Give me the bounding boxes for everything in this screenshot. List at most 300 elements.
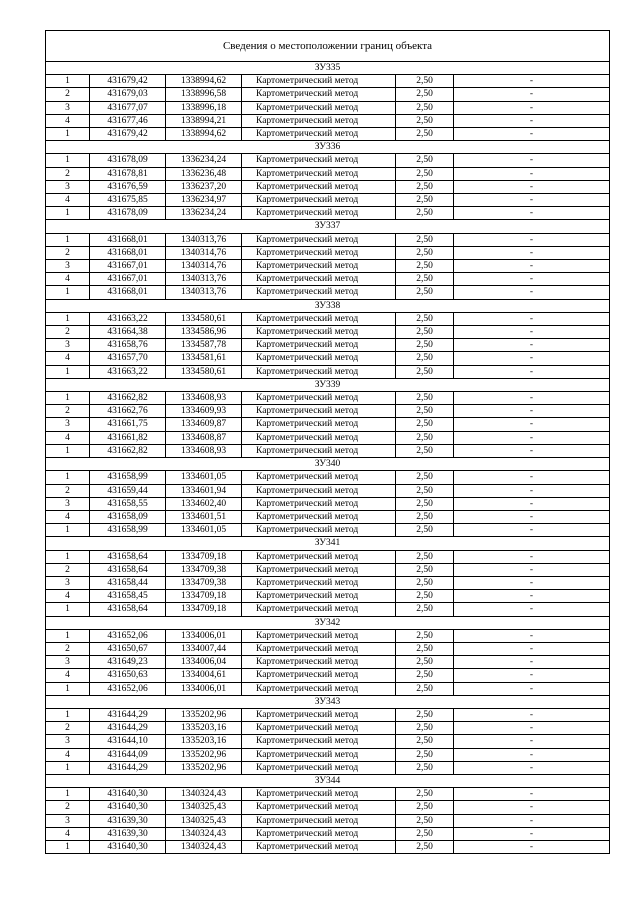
coord-y-cell: 1334601,51 — [166, 510, 242, 523]
note-cell: - — [454, 339, 610, 352]
coord-y-cell: 1340313,76 — [166, 286, 242, 299]
coord-y-cell: 1340324,43 — [166, 788, 242, 801]
accuracy-cell: 2,50 — [396, 101, 454, 114]
table-row — [46, 642, 610, 655]
note-cell: - — [454, 444, 610, 457]
coord-x-cell: 431678,09 — [90, 207, 166, 220]
point-number-cell: 1 — [46, 154, 90, 167]
accuracy-cell: 2,50 — [396, 392, 454, 405]
method-cell: Картометрический метод — [242, 563, 396, 576]
group-name: ЗУ343 — [46, 695, 610, 708]
coord-y-cell: 1340314,76 — [166, 260, 242, 273]
point-number-cell: 1 — [46, 840, 90, 853]
coord-x-cell: 431659,44 — [90, 484, 166, 497]
coord-y-cell: 1334580,61 — [166, 365, 242, 378]
point-number-cell: 1 — [46, 788, 90, 801]
accuracy-cell: 2,50 — [396, 154, 454, 167]
point-number-cell: 1 — [46, 761, 90, 774]
coord-y-cell: 1336236,48 — [166, 167, 242, 180]
coord-x-cell: 431640,30 — [90, 801, 166, 814]
note-cell: - — [454, 207, 610, 220]
point-number-cell: 1 — [46, 233, 90, 246]
note-cell: - — [454, 840, 610, 853]
coord-y-cell: 1340313,76 — [166, 273, 242, 286]
coord-x-cell: 431668,01 — [90, 233, 166, 246]
method-cell: Картометрический метод — [242, 510, 396, 523]
note-cell: - — [454, 233, 610, 246]
note-cell: - — [454, 722, 610, 735]
coord-x-cell: 431662,82 — [90, 444, 166, 457]
group-header-row — [46, 62, 610, 75]
coord-x-cell: 431658,99 — [90, 471, 166, 484]
point-number-cell: 1 — [46, 128, 90, 141]
table-row — [46, 312, 610, 325]
point-number-cell: 1 — [46, 629, 90, 642]
coord-x-cell: 431650,67 — [90, 642, 166, 655]
accuracy-cell: 2,50 — [396, 128, 454, 141]
point-number-cell: 2 — [46, 801, 90, 814]
coord-y-cell: 1334709,38 — [166, 576, 242, 589]
point-number-cell: 3 — [46, 260, 90, 273]
coord-x-cell: 431640,30 — [90, 840, 166, 853]
coord-x-cell: 431679,42 — [90, 75, 166, 88]
coord-x-cell: 431644,09 — [90, 748, 166, 761]
table-row — [46, 431, 610, 444]
coord-x-cell: 431658,64 — [90, 563, 166, 576]
boundary-table — [45, 30, 610, 854]
accuracy-cell: 2,50 — [396, 682, 454, 695]
coord-x-cell: 431650,63 — [90, 669, 166, 682]
method-cell: Картометрический метод — [242, 497, 396, 510]
table-row — [46, 656, 610, 669]
table-row — [46, 75, 610, 88]
accuracy-cell: 2,50 — [396, 326, 454, 339]
coord-x-cell: 431675,85 — [90, 194, 166, 207]
table-row — [46, 260, 610, 273]
accuracy-cell: 2,50 — [396, 761, 454, 774]
note-cell: - — [454, 180, 610, 193]
point-number-cell: 3 — [46, 656, 90, 669]
coord-y-cell: 1335202,96 — [166, 761, 242, 774]
note-cell: - — [454, 128, 610, 141]
point-number-cell: 1 — [46, 550, 90, 563]
point-number-cell: 2 — [46, 642, 90, 655]
accuracy-cell: 2,50 — [396, 418, 454, 431]
method-cell: Картометрический метод — [242, 682, 396, 695]
accuracy-cell: 2,50 — [396, 180, 454, 193]
accuracy-cell: 2,50 — [396, 194, 454, 207]
note-cell: - — [454, 590, 610, 603]
table-row — [46, 761, 610, 774]
coord-y-cell: 1334601,94 — [166, 484, 242, 497]
method-cell: Картометрический метод — [242, 114, 396, 127]
coord-x-cell: 431658,45 — [90, 590, 166, 603]
note-cell: - — [454, 603, 610, 616]
method-cell: Картометрический метод — [242, 444, 396, 457]
accuracy-cell: 2,50 — [396, 405, 454, 418]
coord-x-cell: 431667,01 — [90, 273, 166, 286]
page-title: Сведения о местоположении границ объекта — [46, 31, 610, 62]
coord-y-cell: 1340324,43 — [166, 840, 242, 853]
group-name: ЗУ344 — [46, 774, 610, 787]
table-row — [46, 194, 610, 207]
point-number-cell: 1 — [46, 207, 90, 220]
method-cell: Картометрический метод — [242, 154, 396, 167]
accuracy-cell: 2,50 — [396, 88, 454, 101]
method-cell: Картометрический метод — [242, 761, 396, 774]
table-row — [46, 365, 610, 378]
accuracy-cell: 2,50 — [396, 642, 454, 655]
accuracy-cell: 2,50 — [396, 827, 454, 840]
method-cell: Картометрический метод — [242, 207, 396, 220]
group-name: ЗУ335 — [46, 62, 610, 75]
table-row — [46, 418, 610, 431]
accuracy-cell: 2,50 — [396, 722, 454, 735]
method-cell: Картометрический метод — [242, 484, 396, 497]
method-cell: Картометрический метод — [242, 273, 396, 286]
coord-y-cell: 1334006,01 — [166, 682, 242, 695]
point-number-cell: 2 — [46, 246, 90, 259]
point-number-cell: 4 — [46, 352, 90, 365]
group-name: ЗУ340 — [46, 458, 610, 471]
coord-y-cell: 1334587,78 — [166, 339, 242, 352]
accuracy-cell: 2,50 — [396, 339, 454, 352]
method-cell: Картометрический метод — [242, 180, 396, 193]
table-row — [46, 471, 610, 484]
point-number-cell: 2 — [46, 484, 90, 497]
note-cell: - — [454, 656, 610, 669]
accuracy-cell: 2,50 — [396, 233, 454, 246]
accuracy-cell: 2,50 — [396, 497, 454, 510]
note-cell: - — [454, 682, 610, 695]
accuracy-cell: 2,50 — [396, 246, 454, 259]
note-cell: - — [454, 748, 610, 761]
group-name: ЗУ339 — [46, 378, 610, 391]
method-cell: Картометрический метод — [242, 735, 396, 748]
coord-x-cell: 431678,81 — [90, 167, 166, 180]
note-cell: - — [454, 431, 610, 444]
coord-x-cell: 431644,29 — [90, 761, 166, 774]
coord-y-cell: 1338994,21 — [166, 114, 242, 127]
table-row — [46, 603, 610, 616]
note-cell: - — [454, 114, 610, 127]
point-number-cell: 3 — [46, 180, 90, 193]
group-header-row — [46, 378, 610, 391]
coord-x-cell: 431649,23 — [90, 656, 166, 669]
table-row — [46, 286, 610, 299]
table-row — [46, 233, 610, 246]
coord-x-cell: 431658,09 — [90, 510, 166, 523]
coord-y-cell: 1340325,43 — [166, 814, 242, 827]
note-cell: - — [454, 788, 610, 801]
coord-x-cell: 431679,42 — [90, 128, 166, 141]
table-row — [46, 708, 610, 721]
group-name: ЗУ337 — [46, 220, 610, 233]
method-cell: Картометрический метод — [242, 629, 396, 642]
note-cell: - — [454, 392, 610, 405]
method-cell: Картометрический метод — [242, 365, 396, 378]
coord-y-cell: 1336234,24 — [166, 207, 242, 220]
method-cell: Картометрический метод — [242, 246, 396, 259]
note-cell: - — [454, 365, 610, 378]
coord-x-cell: 431644,29 — [90, 708, 166, 721]
note-cell: - — [454, 801, 610, 814]
point-number-cell: 3 — [46, 576, 90, 589]
coord-y-cell: 1334004,61 — [166, 669, 242, 682]
point-number-cell: 4 — [46, 669, 90, 682]
coord-y-cell: 1336237,20 — [166, 180, 242, 193]
point-number-cell: 4 — [46, 273, 90, 286]
method-cell: Картометрический метод — [242, 352, 396, 365]
note-cell: - — [454, 312, 610, 325]
accuracy-cell: 2,50 — [396, 444, 454, 457]
coord-y-cell: 1338996,18 — [166, 101, 242, 114]
group-header-row — [46, 774, 610, 787]
accuracy-cell: 2,50 — [396, 75, 454, 88]
point-number-cell: 4 — [46, 194, 90, 207]
method-cell: Картометрический метод — [242, 431, 396, 444]
note-cell: - — [454, 167, 610, 180]
table-row — [46, 497, 610, 510]
coord-y-cell: 1336234,97 — [166, 194, 242, 207]
table-row — [46, 510, 610, 523]
method-cell: Картометрический метод — [242, 194, 396, 207]
method-cell: Картометрический метод — [242, 233, 396, 246]
accuracy-cell: 2,50 — [396, 788, 454, 801]
point-number-cell: 3 — [46, 497, 90, 510]
coord-y-cell: 1338994,62 — [166, 75, 242, 88]
coord-y-cell: 1334586,96 — [166, 326, 242, 339]
accuracy-cell: 2,50 — [396, 814, 454, 827]
table-row — [46, 207, 610, 220]
note-cell: - — [454, 814, 610, 827]
coord-y-cell: 1338996,58 — [166, 88, 242, 101]
coord-y-cell: 1334608,93 — [166, 392, 242, 405]
method-cell: Картометрический метод — [242, 827, 396, 840]
accuracy-cell: 2,50 — [396, 431, 454, 444]
group-header-row — [46, 458, 610, 471]
accuracy-cell: 2,50 — [396, 524, 454, 537]
point-number-cell: 2 — [46, 722, 90, 735]
point-number-cell: 2 — [46, 563, 90, 576]
method-cell: Картометрический метод — [242, 75, 396, 88]
method-cell: Картометрический метод — [242, 550, 396, 563]
point-number-cell: 4 — [46, 431, 90, 444]
coord-y-cell: 1340324,43 — [166, 827, 242, 840]
coord-x-cell: 431658,55 — [90, 497, 166, 510]
coord-x-cell: 431662,76 — [90, 405, 166, 418]
accuracy-cell: 2,50 — [396, 669, 454, 682]
coord-y-cell: 1335203,16 — [166, 735, 242, 748]
table-row — [46, 590, 610, 603]
accuracy-cell: 2,50 — [396, 576, 454, 589]
method-cell: Картометрический метод — [242, 642, 396, 655]
accuracy-cell: 2,50 — [396, 801, 454, 814]
table-row — [46, 88, 610, 101]
point-number-cell: 1 — [46, 471, 90, 484]
coord-y-cell: 1334007,44 — [166, 642, 242, 655]
coord-y-cell: 1334608,93 — [166, 444, 242, 457]
method-cell: Картометрический метод — [242, 312, 396, 325]
group-name: ЗУ336 — [46, 141, 610, 154]
coord-x-cell: 431677,46 — [90, 114, 166, 127]
method-cell: Картометрический метод — [242, 801, 396, 814]
note-cell: - — [454, 497, 610, 510]
coord-y-cell: 1335202,96 — [166, 748, 242, 761]
method-cell: Картометрический метод — [242, 590, 396, 603]
table-row — [46, 167, 610, 180]
group-header-row — [46, 220, 610, 233]
table-row — [46, 246, 610, 259]
table-row — [46, 339, 610, 352]
accuracy-cell: 2,50 — [396, 312, 454, 325]
point-number-cell: 2 — [46, 167, 90, 180]
group-header-row — [46, 616, 610, 629]
point-number-cell: 4 — [46, 748, 90, 761]
point-number-cell: 3 — [46, 101, 90, 114]
coord-x-cell: 431668,01 — [90, 246, 166, 259]
coord-x-cell: 431640,30 — [90, 788, 166, 801]
coord-y-cell: 1334709,18 — [166, 550, 242, 563]
table-row — [46, 484, 610, 497]
coord-x-cell: 431668,01 — [90, 286, 166, 299]
table-row — [46, 801, 610, 814]
note-cell: - — [454, 273, 610, 286]
coord-x-cell: 431676,59 — [90, 180, 166, 193]
coord-x-cell: 431667,01 — [90, 260, 166, 273]
method-cell: Картометрический метод — [242, 167, 396, 180]
accuracy-cell: 2,50 — [396, 207, 454, 220]
table-row — [46, 563, 610, 576]
method-cell: Картометрический метод — [242, 722, 396, 735]
accuracy-cell: 2,50 — [396, 735, 454, 748]
accuracy-cell: 2,50 — [396, 260, 454, 273]
point-number-cell: 2 — [46, 326, 90, 339]
point-number-cell: 1 — [46, 682, 90, 695]
table-row — [46, 669, 610, 682]
point-number-cell: 1 — [46, 365, 90, 378]
method-cell: Картометрический метод — [242, 88, 396, 101]
coord-x-cell: 431644,10 — [90, 735, 166, 748]
coord-y-cell: 1334709,38 — [166, 563, 242, 576]
point-number-cell: 4 — [46, 114, 90, 127]
group-header-row — [46, 537, 610, 550]
note-cell: - — [454, 88, 610, 101]
coord-y-cell: 1334609,87 — [166, 418, 242, 431]
coord-y-cell: 1340313,76 — [166, 233, 242, 246]
note-cell: - — [454, 154, 610, 167]
point-number-cell: 4 — [46, 590, 90, 603]
coord-x-cell: 431661,82 — [90, 431, 166, 444]
table-row — [46, 405, 610, 418]
coord-y-cell: 1334601,05 — [166, 471, 242, 484]
note-cell: - — [454, 735, 610, 748]
method-cell: Картометрический метод — [242, 418, 396, 431]
table-row — [46, 101, 610, 114]
accuracy-cell: 2,50 — [396, 484, 454, 497]
note-cell: - — [454, 484, 610, 497]
accuracy-cell: 2,50 — [396, 167, 454, 180]
method-cell: Картометрический метод — [242, 339, 396, 352]
coord-x-cell: 431652,06 — [90, 682, 166, 695]
note-cell: - — [454, 471, 610, 484]
method-cell: Картометрический метод — [242, 814, 396, 827]
point-number-cell: 3 — [46, 339, 90, 352]
accuracy-cell: 2,50 — [396, 708, 454, 721]
method-cell: Картометрический метод — [242, 326, 396, 339]
note-cell: - — [454, 576, 610, 589]
point-number-cell: 2 — [46, 405, 90, 418]
table-row — [46, 748, 610, 761]
group-name: ЗУ341 — [46, 537, 610, 550]
method-cell: Картометрический метод — [242, 260, 396, 273]
method-cell: Картометрический метод — [242, 405, 396, 418]
coord-x-cell: 431678,09 — [90, 154, 166, 167]
point-number-cell: 1 — [46, 444, 90, 457]
coord-y-cell: 1335202,96 — [166, 708, 242, 721]
coord-x-cell: 431662,82 — [90, 392, 166, 405]
coord-y-cell: 1334608,87 — [166, 431, 242, 444]
point-number-cell: 4 — [46, 827, 90, 840]
accuracy-cell: 2,50 — [396, 748, 454, 761]
coord-y-cell: 1334006,04 — [166, 656, 242, 669]
point-number-cell: 1 — [46, 286, 90, 299]
note-cell: - — [454, 352, 610, 365]
table-row — [46, 814, 610, 827]
accuracy-cell: 2,50 — [396, 365, 454, 378]
method-cell: Картометрический метод — [242, 392, 396, 405]
method-cell: Картометрический метод — [242, 471, 396, 484]
table-row — [46, 128, 610, 141]
group-name: ЗУ338 — [46, 299, 610, 312]
accuracy-cell: 2,50 — [396, 550, 454, 563]
table-row — [46, 273, 610, 286]
accuracy-cell: 2,50 — [396, 286, 454, 299]
coord-x-cell: 431663,22 — [90, 365, 166, 378]
table-row — [46, 352, 610, 365]
method-cell: Картометрический метод — [242, 748, 396, 761]
point-number-cell: 3 — [46, 814, 90, 827]
coord-x-cell: 431664,38 — [90, 326, 166, 339]
accuracy-cell: 2,50 — [396, 656, 454, 669]
accuracy-cell: 2,50 — [396, 510, 454, 523]
title-row — [46, 31, 610, 62]
accuracy-cell: 2,50 — [396, 114, 454, 127]
group-header-row — [46, 299, 610, 312]
note-cell: - — [454, 642, 610, 655]
coord-y-cell: 1334601,05 — [166, 524, 242, 537]
method-cell: Картометрический метод — [242, 128, 396, 141]
point-number-cell: 1 — [46, 708, 90, 721]
table-row — [46, 326, 610, 339]
accuracy-cell: 2,50 — [396, 563, 454, 576]
note-cell: - — [454, 510, 610, 523]
accuracy-cell: 2,50 — [396, 590, 454, 603]
table-row — [46, 114, 610, 127]
note-cell: - — [454, 405, 610, 418]
table-row — [46, 576, 610, 589]
table-row — [46, 788, 610, 801]
table-row — [46, 392, 610, 405]
method-cell: Картометрический метод — [242, 286, 396, 299]
point-number-cell: 1 — [46, 603, 90, 616]
coord-x-cell: 431658,64 — [90, 603, 166, 616]
accuracy-cell: 2,50 — [396, 273, 454, 286]
note-cell: - — [454, 194, 610, 207]
group-header-row — [46, 695, 610, 708]
coord-y-cell: 1338994,62 — [166, 128, 242, 141]
point-number-cell: 1 — [46, 524, 90, 537]
